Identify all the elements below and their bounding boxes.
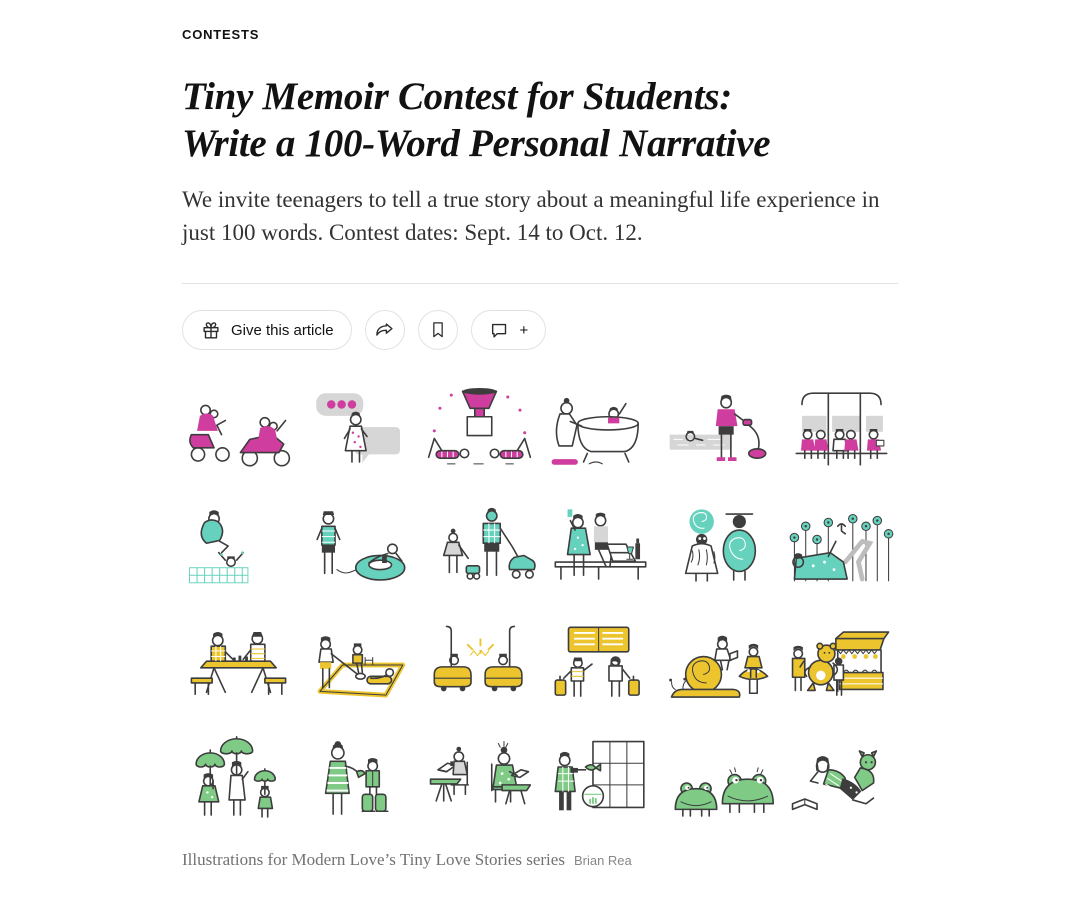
page-title — [182, 74, 898, 168]
illustration-row-green — [182, 732, 898, 834]
illustration-video-chat — [423, 732, 536, 834]
illustration-rain-boots — [303, 732, 416, 834]
share-arrow-icon — [374, 319, 396, 341]
share-button[interactable] — [365, 310, 405, 350]
illustration-costumes — [664, 496, 777, 598]
bookmark-icon — [428, 320, 448, 340]
gift-article-label: Give this article — [231, 321, 334, 339]
section-kicker[interactable]: CONTESTS — [182, 27, 260, 42]
illustration-picnic-chess — [182, 614, 295, 716]
figure-credit: Brian Rea — [573, 853, 632, 869]
illustration-row-pink — [182, 378, 898, 480]
figure-caption: Illustrations for Modern Love’s Tiny Love Stories series — [182, 850, 565, 870]
illustration-umbrella-family — [182, 732, 295, 834]
illustration-bench-couple — [544, 496, 657, 598]
comment-button[interactable] — [471, 310, 547, 350]
illustration-row-yellow — [182, 614, 898, 716]
illustration-travelers — [544, 614, 657, 716]
illustration-bathtub — [544, 378, 657, 480]
illustration-bumper-cars — [423, 614, 536, 716]
article-toolbar — [182, 310, 898, 350]
illustration-reading-dog — [785, 732, 898, 834]
illustration-subway-bench — [785, 378, 898, 480]
comment-bubble-icon — [489, 319, 511, 341]
lead-illustration-figure — [182, 378, 898, 870]
bookmark-button[interactable] — [418, 310, 458, 350]
illustration-fishbowl — [544, 732, 657, 834]
headline-line-1: Tiny Memoir Contest for Students: — [182, 75, 732, 118]
comment-plus-label: + — [519, 321, 529, 339]
divider — [182, 283, 898, 284]
gift-icon — [200, 319, 222, 341]
illustration-lawn-mowing — [423, 496, 536, 598]
gift-article-button[interactable] — [182, 310, 352, 350]
illustration-funnel-couple — [423, 378, 536, 480]
illustration-prize-booth — [785, 614, 898, 716]
article-page — [182, 0, 898, 888]
illustration-vacuum-beach — [664, 378, 777, 480]
illustration-flower-field — [785, 496, 898, 598]
illustration-row-teal — [182, 496, 898, 598]
figure-caption-row — [182, 850, 898, 870]
illustration-speech-bubbles — [303, 378, 416, 480]
illustration-pool-jump — [182, 496, 295, 598]
illustration-frogs — [664, 732, 777, 834]
illustration-giant-snail — [664, 614, 777, 716]
illustration-grid — [182, 378, 898, 834]
article-summary: We invite teenagers to tell a true story about a meaningful life experience in just 100 words. Contest dates: Sept. 14 to Oct. 12. — [182, 186, 880, 245]
illustration-float-ring — [303, 496, 416, 598]
illustration-scooters — [182, 378, 295, 480]
illustration-pool-cleaning — [303, 614, 416, 716]
headline-line-2: Write a 100-Word Personal Narrative — [182, 121, 771, 165]
